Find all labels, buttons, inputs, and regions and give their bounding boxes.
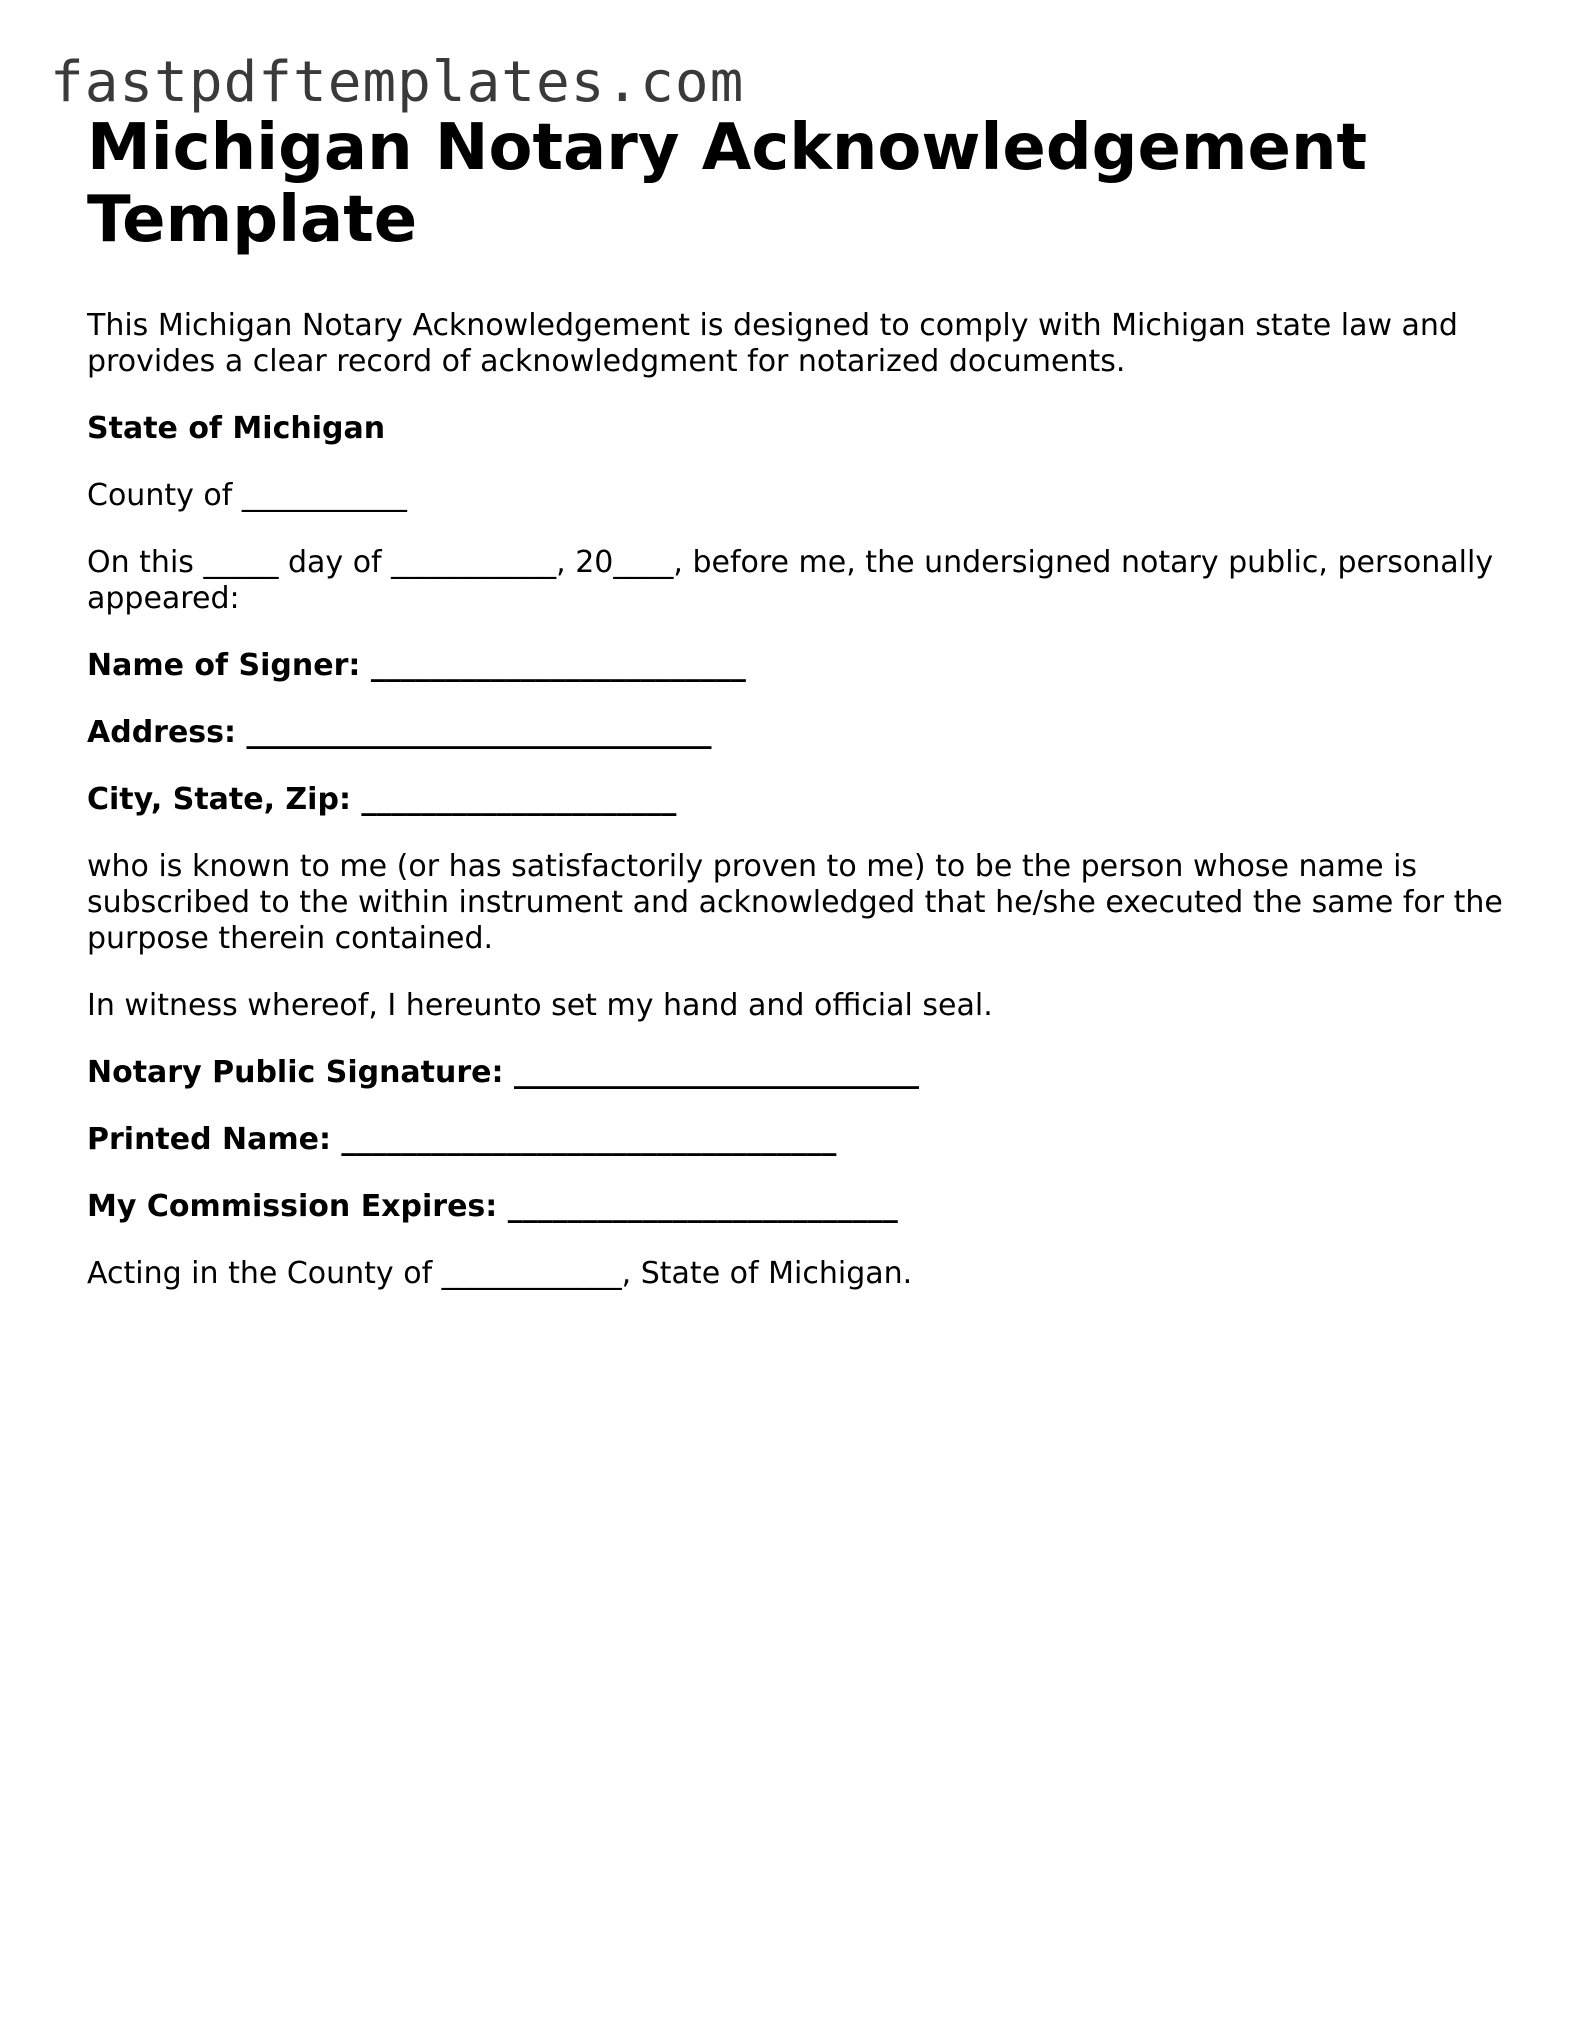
acting-county-line: Acting in the County of ____________, State of Michigan. <box>87 1256 913 1291</box>
signer-name-field: Name of Signer: _________________________ <box>87 648 746 683</box>
intro-paragraph: This Michigan Notary Acknowledgement is designed to comply with Michigan state law and provides a clear record of acknowledgment for notarized documents. <box>87 308 1458 379</box>
acknowledgment-paragraph: who is known to me (or has satisfactorily proven to me) to be the person whose name is subscribed to the within instrument and acknowledged that he/she executed the same for the purpose therein contained. <box>87 849 1503 956</box>
notary-printed-name-field: Printed Name: _________________________________ <box>87 1122 837 1157</box>
watermark-text: fastpdftemplates.com <box>50 50 745 115</box>
signer-city-state-zip-field: City, State, Zip: _____________________ <box>87 782 677 817</box>
date-line: On this _____ day of ___________, 20____, before me, the undersigned notary public, personally appeared: <box>87 545 1494 616</box>
document-body <box>87 112 1507 1292</box>
witness-statement: In witness whereof, I hereunto set my hand and official seal. <box>87 988 993 1023</box>
commission-expires-field: My Commission Expires: __________________________ <box>87 1189 898 1224</box>
document-title: Michigan Notary Acknowledgement Template <box>87 111 1368 257</box>
signer-address-field: Address: _______________________________ <box>87 715 712 750</box>
county-line: County of ___________ <box>87 478 407 513</box>
notary-signature-field: Notary Public Signature: ___________________________ <box>87 1055 919 1090</box>
state-heading: State of Michigan <box>87 411 386 446</box>
